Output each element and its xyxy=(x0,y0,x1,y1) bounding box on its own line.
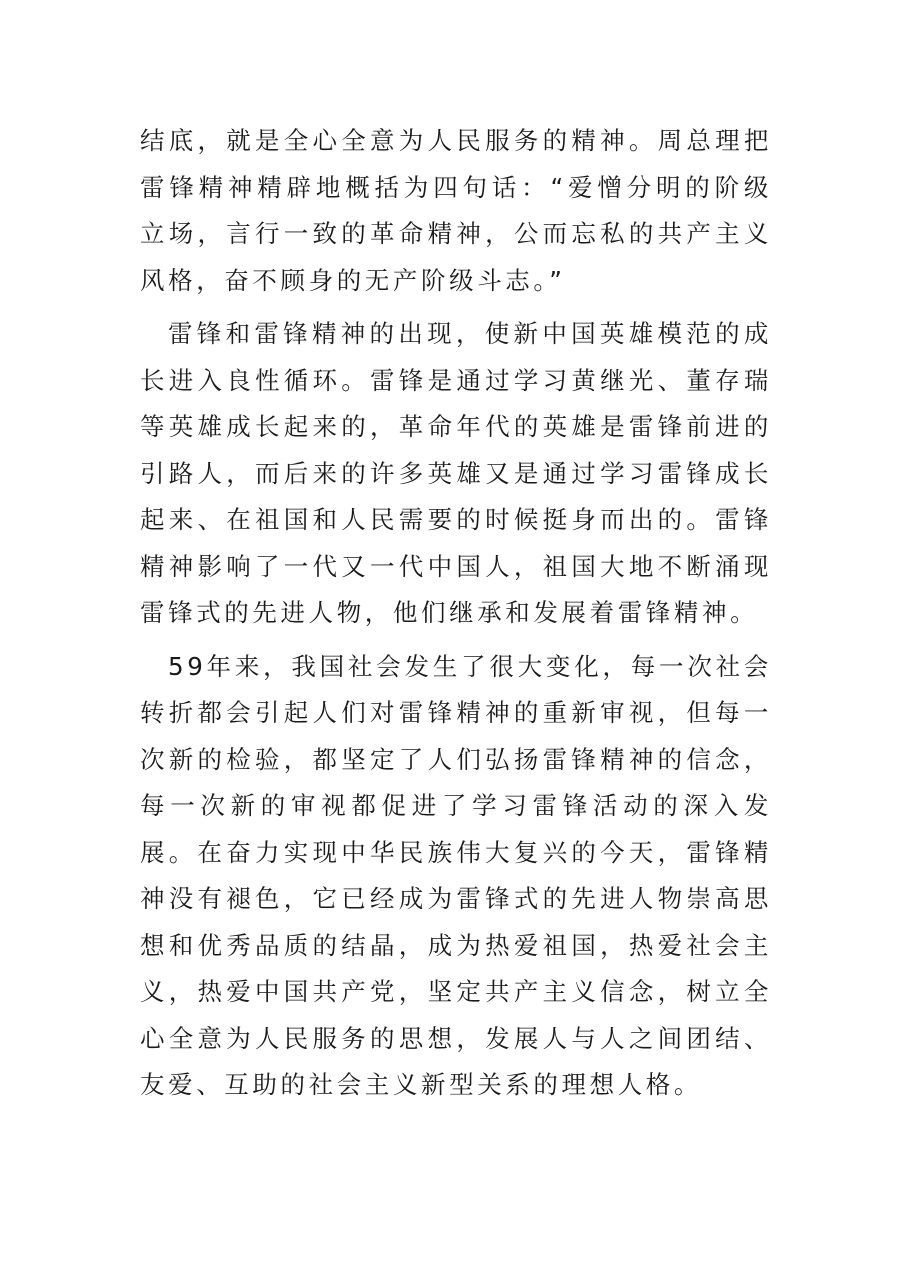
paragraph-3: 59年来，我国社会发生了很大变化，每一次社会转折都会引起人们对雷锋精神的重新审视，但每一次新的检验，都坚定了人们弘扬雷锋精神的信念，每一次新的审视都促进了学习雷锋活动的深入发展。在奋力实现中华民族伟大复兴的今天，雷锋精神没有褪色，它已经成为雷锋式的先进人物崇高思想和优秀品质的结晶，成为热爱祖国，热爱社会主义，热爱中国共产党，坚定共产主义信念，树立全心全意为人民服务的思想，发展人与人之间团结、友爱、互助的社会主义新型关系的理想人格。 xyxy=(140,651,772,1099)
paragraph-1: 结底，就是全心全意为人民服务的精神。周总理把雷锋精神精辟地概括为四句话：“爱憎分明的阶级立场，言行一致的革命精神，公而忘私的共产主义风格，奋不顾身的无产阶级斗志。” xyxy=(140,126,772,295)
document-body xyxy=(140,118,772,1116)
paragraph-2: 雷锋和雷锋精神的出现，使新中国英雄模范的成长进入良性循环。雷锋是通过学习黄继光、董存瑞等英雄成长起来的，革命年代的英雄是雷锋前进的引路人，而后来的许多英雄又是通过学习雷锋成长起来、在祖国和人民需要的时候挺身而出的。雷锋精神影响了一代又一代中国人，祖国大地不断涌现雷锋式的先进人物，他们继承和发展着雷锋精神。 xyxy=(140,319,772,627)
